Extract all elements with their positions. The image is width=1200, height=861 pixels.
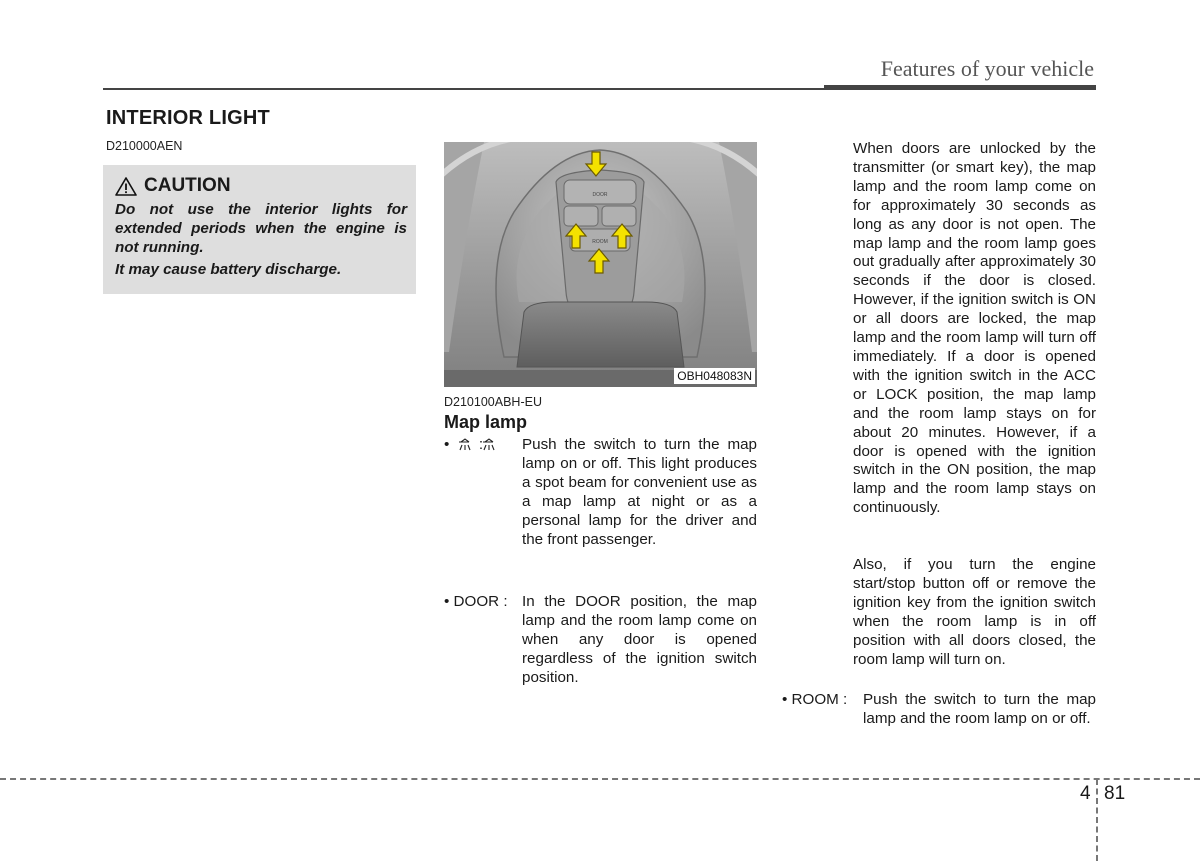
footer-divider — [0, 778, 1200, 780]
caution-label: CAUTION — [144, 175, 231, 196]
overhead-console-illustration — [444, 142, 757, 387]
caution-text-battery: It may cause battery discharge. — [115, 261, 342, 278]
room-description: Push the switch to turn the map lamp and the room lamp on or off. — [863, 691, 1096, 727]
page-header-title: Features of your vehicle — [880, 56, 1094, 81]
door-position-item — [444, 593, 757, 688]
figure-label: OBH048083N — [674, 368, 755, 384]
caution-heading — [115, 175, 407, 197]
map-switch-term: • : — [444, 436, 484, 453]
caution-box — [103, 165, 416, 294]
section-title: INTERIOR LIGHT — [106, 107, 270, 129]
chapter-number: 4 — [1080, 783, 1091, 804]
door-button-label: DOOR — [592, 192, 608, 198]
warning-triangle-icon — [115, 177, 137, 196]
map-lamp-switch-item — [444, 436, 757, 549]
room-button-label: ROOM — [592, 239, 608, 245]
map-lamp-symbol-icon — [457, 438, 505, 452]
room-position-item — [782, 691, 1096, 729]
unlock-paragraph: When doors are unlocked by the transmitter (or smart key), the map lamp and the room lamp come on for approximately 30 seconds as long as any door is not open. The map lamp and the room lamp goes out gradually after approximately 30 seconds if the door is closed. However, if the ignition switch is ON or all doors are locked, the map lamp and the room lamp will turn off immediately. If a door is opened with the ignition switch in the ACC or LOCK position, the map lamp and the room lamp stays on for about 20 minutes. However, if a door is opened with the ignition switch in the ON position, the map lamp and the room lamp stays on continuously. — [853, 140, 1096, 517]
map-switch-description: Push the switch to turn the map lamp on or off. This light produces a spot beam for convenient use as a map lamp at night or as a personal lamp for the driver and the front passenger. — [522, 436, 757, 548]
door-term: • DOOR : — [444, 593, 508, 610]
section-code: D210000AEN — [106, 139, 183, 153]
caution-text: Do not use the interior lights for extended periods when the engine is not running. — [115, 201, 407, 256]
ignition-paragraph: Also, if you turn the engine start/stop button off or remove the ignition key from the ignition switch when the room lamp is in off position with all doors closed, the room lamp will turn on. — [853, 556, 1096, 668]
map-lamp-photo — [444, 142, 757, 387]
door-description: In the DOOR position, the map lamp and the room lamp come on when any door is opened regardless of the ignition switch position. — [522, 593, 757, 686]
footer-page-divider — [1096, 779, 1098, 861]
header-rule-accent — [824, 85, 1096, 90]
room-term: • ROOM : — [782, 691, 848, 708]
map-lamp-code: D210100ABH-EU — [444, 395, 542, 409]
page-number: 81 — [1104, 783, 1126, 804]
map-lamp-heading: Map lamp — [444, 412, 528, 432]
